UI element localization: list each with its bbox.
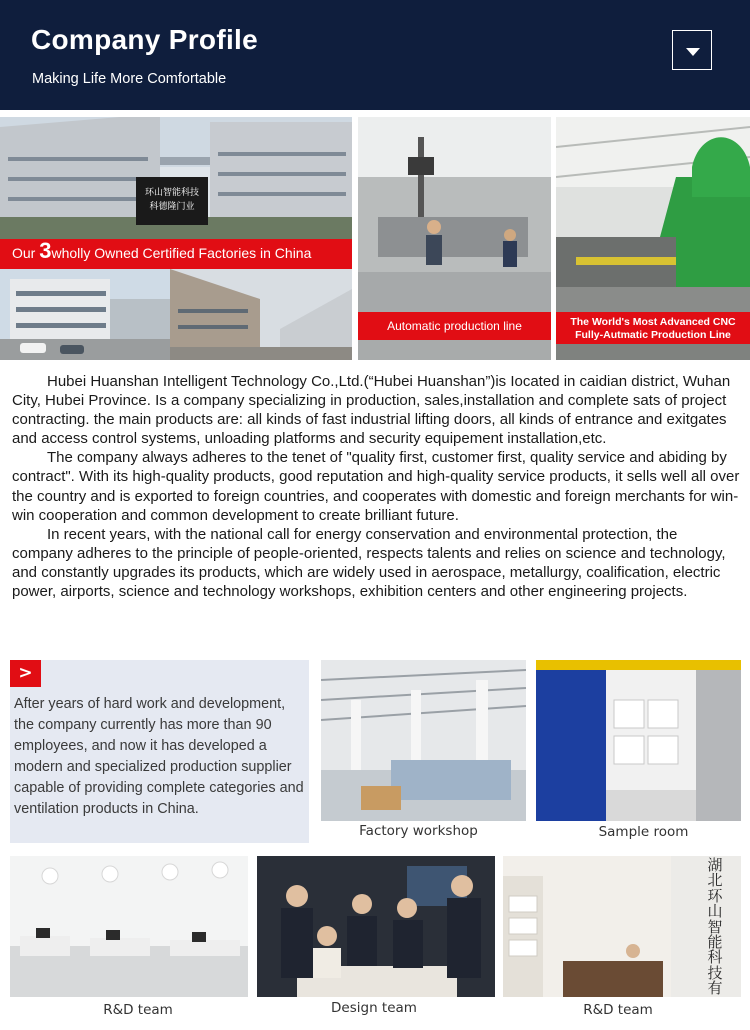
wall-sign-char: 能 xyxy=(707,933,723,952)
rd-team-photo-1 xyxy=(10,856,248,997)
wall-sign-char: 湖 xyxy=(707,856,723,874)
intro-paragraph-2: The company always adheres to the tenet of "quality first, customer first, quality service and abiding by contract". With its high-quality products, good reputation and high-quality service products, it sells well all over the country and is exported to foreign countries, and cooperates with domestic and foreign merchants for win-win cooperation and common development to create brilliant future. xyxy=(12,449,740,524)
factory-exterior-photo-1 xyxy=(0,269,170,360)
wall-sign-char: 科 xyxy=(707,948,723,967)
caret-down-icon xyxy=(686,48,700,56)
cnc-line-floor xyxy=(556,344,750,360)
chevron-right-icon: > xyxy=(10,660,41,687)
company-introduction xyxy=(12,372,742,601)
intro-paragraph-3: In recent years, with the national call for energy conservation and environmental protection, the company adheres to the principle of people-oriented, respects talents and relies on science and technology, and constantly upgrades its products, which are widely used in aerospace, metallurgy, coalification, electric power, airports, science and technology workshops, exhibition centers and other engineering projects. xyxy=(12,525,726,601)
rd-team-caption-2: R&D team xyxy=(583,1002,653,1018)
banner-text-post: wholly Owned Certified Factories in China xyxy=(51,245,312,261)
wall-sign-char: 北 xyxy=(707,871,723,890)
wall-sign-char: 有 xyxy=(707,979,723,997)
banner-number: 3 xyxy=(39,238,52,263)
page-title: Company Profile xyxy=(31,24,258,55)
cnc-line-photo xyxy=(556,117,750,312)
factory-building-photo xyxy=(0,117,352,239)
svg-text:环山智能科技: 环山智能科技 xyxy=(144,188,200,198)
svg-text:科德隆门业: 科德隆门业 xyxy=(149,202,195,212)
automatic-line-banner xyxy=(358,312,551,340)
menu-toggle-button[interactable] xyxy=(672,30,712,70)
rd-team-caption-1: R&D team xyxy=(103,1002,173,1018)
wall-sign xyxy=(703,858,727,997)
intro-paragraph-1: Hubei Huanshan Intelligent Technology Co.,Ltd.(“Hubei Huanshan”)is Iocated in caidian district, Wuhan City, Hubei Province. Is a company specializing in production, sales,installation and complete sats of project contracting. the main products are: all kinds of fast industrial lifting doors, all kinds of entrance and exitgates and access control systems, unloading platforms and security equipement installation,etc. xyxy=(12,373,731,448)
design-team-photo xyxy=(257,856,495,997)
wall-sign-char: 山 xyxy=(707,902,723,921)
factory-workshop-photo xyxy=(321,660,526,821)
design-team-caption: Design team xyxy=(331,1000,417,1016)
wall-sign-char: 环 xyxy=(707,886,723,905)
cnc-line-label-1: The World's Most Advanced CNC xyxy=(570,316,736,328)
factories-banner xyxy=(0,239,352,269)
summary-text: After years of hard work and development, the company currently has more than 90 employees, and now it has developed a modern and specialized production supplier capable of providing complete categories and ventilation products in China. xyxy=(14,696,304,817)
summary-panel xyxy=(10,660,309,843)
wall-sign-char: 智 xyxy=(707,917,723,936)
banner-text-pre: Our xyxy=(12,245,40,261)
cnc-line-label-2: Fully-Autmatic Production Line xyxy=(575,329,731,341)
automatic-line-photo xyxy=(358,117,551,312)
automatic-line-label: Automatic production line xyxy=(387,319,522,333)
automatic-line-floor xyxy=(358,340,551,360)
wall-sign-char: 技 xyxy=(707,963,723,982)
sample-room-photo xyxy=(536,660,741,821)
page-subtitle: Making Life More Comfortable xyxy=(32,71,227,87)
rd-team-photo-2 xyxy=(503,856,741,997)
sample-room-caption: Sample room xyxy=(598,824,689,840)
factory-workshop-caption: Factory workshop xyxy=(359,823,478,839)
factory-exterior-photo-2 xyxy=(170,269,352,360)
cnc-line-banner xyxy=(556,312,750,344)
page-header xyxy=(0,0,750,110)
